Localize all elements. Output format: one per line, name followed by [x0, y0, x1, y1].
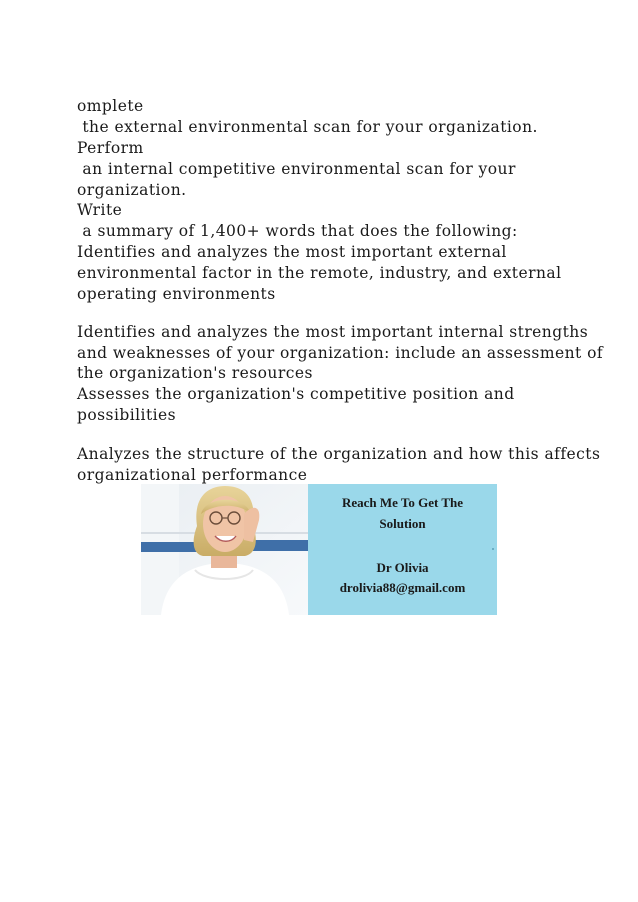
text-line: Identifies and analyzes the most important internal strengths [77, 323, 589, 341]
decorative-dot [492, 548, 494, 550]
contact-banner [141, 484, 497, 615]
text-line: organizational performance [77, 466, 308, 484]
contact-card [308, 484, 497, 615]
text-line: a summary of 1,400+ words that does the following: [77, 222, 518, 240]
contact-email: drolivia88@gmail.com [339, 580, 466, 595]
text-line: operating environments [77, 285, 276, 303]
text-line: organization. [77, 181, 187, 199]
text-line: Analyzes the structure of the organization and how this affects [77, 445, 601, 463]
text-line: the external environmental scan for your organization. [77, 118, 538, 136]
headline-line-1: Reach Me To Get The [341, 495, 464, 510]
headline-line-2: Solution [379, 516, 426, 531]
text-line: environmental factor in the remote, industry, and external [77, 264, 562, 282]
woman-photo [141, 484, 308, 615]
text-line: the organization's resources [77, 364, 313, 382]
text-line: Assesses the organization's competitive position and [77, 385, 515, 403]
text-line: possibilities [77, 406, 177, 424]
text-line: and weaknesses of your organization: include an assessment of [77, 344, 604, 362]
text-line: Write [77, 201, 123, 219]
text-line: an internal competitive environmental scan for your [77, 160, 516, 178]
contact-name: Dr Olivia [376, 560, 429, 575]
text-line: Identifies and analyzes the most important external [77, 243, 507, 261]
text-line: Perform [77, 139, 144, 157]
text-line: omplete [77, 97, 144, 115]
